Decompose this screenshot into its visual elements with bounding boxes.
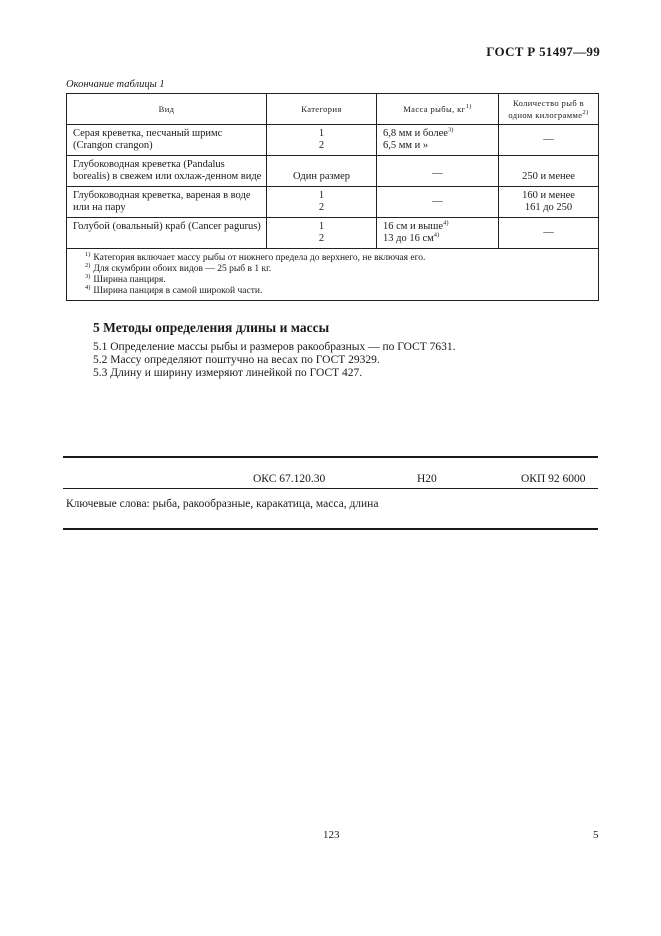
footnote: $^{4)}$ Ширина панциря в самой широкой части. [85,283,263,296]
section-item: 5.1 Определение массы рыбы и размеров ракообразных — по ГОСТ 7631. [93,341,456,353]
table-row [67,156,599,187]
header-kind: Вид [67,94,267,125]
header-mass: Масса рыбы, $кг^{1)}$ [377,94,499,125]
section-item: 5.2 Массу определяют поштучно на весах по ГОСТ 29329. [93,354,380,366]
header-category: Категория [267,94,377,125]
cell-count: 160 и менее 161 до 250 [499,187,599,218]
section-title: 5 Методы определения длины и массы [93,320,330,335]
document-code: ГОСТ Р 51497—99 [486,44,600,59]
table-notes-row [67,249,599,301]
divider [63,488,598,489]
species-table [66,93,599,301]
okp-code: ОКП 92 6000 [521,473,586,485]
cell-mass: — [377,187,499,218]
header-count: Количество рыб в одном килограмме$^{2)}$ [499,94,599,125]
table-row [67,187,599,218]
table-header-row [67,94,599,125]
cell-category: 1 2 [267,218,377,249]
oks-code: ОКС 67.120.30 [253,473,326,485]
cell-mass: 16 см и выше$^{4)}$ 13 до 16 $см^{4)}$ [377,218,499,249]
cell-mass: 6,8 мм и более$^{3)}$ 6,5 мм и » [377,125,499,156]
cell-kind: Серая креветка, песчаный шримс (Crangon crangon) [67,125,267,156]
keywords: Ключевые слова: рыба, ракообразные, каракатица, масса, длина [66,498,379,510]
cell-kind: Глубоководная креветка, вареная в воде или на пару [67,187,267,218]
footnote: $^{2)}$ Для скумбрии обоих видов — 25 рыб в 1 кг. [85,261,272,274]
footnote: $^{3)}$ Ширина панциря. [85,272,166,285]
table-notes [67,249,599,301]
footnote: $^{1)}$ Категория включает массу рыбы от нижнего предела до верхнего, не включая его. [85,250,426,263]
cell-category: 1 2 [267,125,377,156]
table-row [67,125,599,156]
cell-kind: Голубой (овальный) краб (Cancer pagurus) [67,218,267,249]
table-row [67,218,599,249]
cell-count: 250 и менее [499,156,599,187]
divider [63,528,598,530]
h-code: Н20 [417,473,437,485]
section-item: 5.3 Длину и ширину измеряют линейкой по ГОСТ 427. [93,367,363,379]
cell-category: Один размер [267,156,377,187]
cell-count: — [499,218,599,249]
cell-count: — [499,125,599,156]
divider [63,456,598,458]
cell-kind: Глубоководная креветка (Pandalus borealis) в свежем или охлаж-денном виде [67,156,267,187]
page-number-center: 123 [323,829,340,841]
table-caption: Окончание таблицы 1 [66,79,165,90]
page-number-right: 5 [593,829,599,841]
cell-mass: — [377,156,499,187]
cell-category: 1 2 [267,187,377,218]
